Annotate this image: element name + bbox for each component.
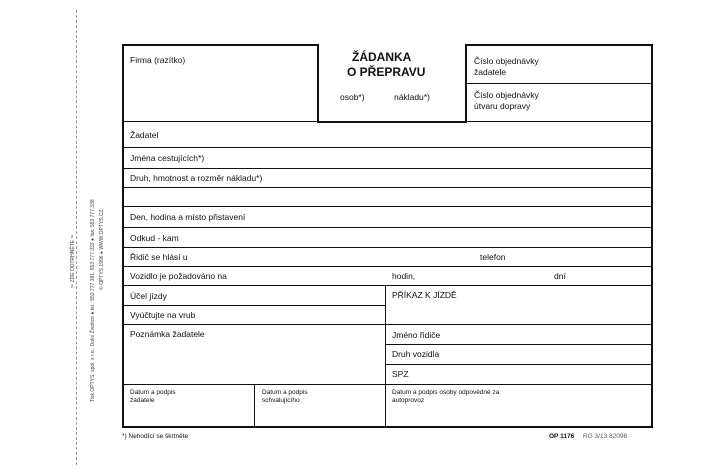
telefon-label: telefon: [480, 252, 506, 262]
nakladu-option: nákladu*): [394, 92, 430, 102]
druh-vozidla-label: Druh vozidla: [392, 349, 440, 359]
prikaz-heading: PŘÍKAZ K JÍZDĚ: [392, 290, 457, 300]
approver-signature-label: Datum a podpis schvalujícího: [262, 389, 308, 404]
den-label: Den, hodina a místo přistavení: [130, 212, 246, 222]
footnote: *) Nehodící se škrtněte: [122, 433, 189, 440]
copyright-text: © OPTYS 1996 ● WWW.OPTYS.CZ: [99, 209, 105, 290]
cut-mark-text: ✂ ZDE ODTRHNĚTE ✂: [70, 234, 76, 288]
order-number-label: Číslo objednávky žadatele: [474, 56, 539, 77]
osob-option: osob*): [340, 92, 365, 102]
druh-nakladu-label: Druh, hmotnost a rozměr nákladu*): [130, 173, 263, 183]
jmena-label: Jména cestujících*): [130, 153, 205, 163]
jmeno-ridice-label: Jméno řidiče: [392, 330, 441, 340]
form-reference: RG 3/13 82098: [583, 433, 628, 440]
zadatel-label: Žadatel: [130, 130, 159, 140]
transport-order-number-label: Číslo objednávky útvaru dopravy: [474, 90, 539, 111]
form-title-line2: O PŘEPRAVU: [347, 65, 426, 79]
spz-label: SPZ: [392, 369, 409, 379]
form-code: OP 1176: [549, 433, 575, 440]
tear-off-line: [76, 10, 77, 465]
ridic-label: Řidič se hlásí u: [130, 252, 188, 262]
transport-signature-label: Datum a podpis osoby odpovědné za autoprovoz: [392, 389, 500, 404]
hodin-label: hodin,: [392, 271, 416, 281]
applicant-signature-label: Datum a podpis žadatele: [130, 389, 176, 404]
vozidlo-label: Vozidlo je požadováno na: [130, 271, 227, 281]
dni-label: dní: [554, 271, 566, 281]
odkud-label: Odkud - kam: [130, 233, 179, 243]
poznamka-label: Poznámka žadatele: [130, 329, 205, 339]
form-title: ŽÁDANKA: [352, 50, 412, 64]
publisher-text: Tisk OPTYS, spol. s r.o., Dolní Životice ● tel.: 553 777 381, 553 777 333 ● fax: 553 777 338: [90, 199, 96, 402]
ucel-label: Účel jízdy: [130, 291, 167, 301]
firma-label: Firma (razítko): [130, 55, 186, 65]
vyuctujte-label: Vyúčtujte na vrub: [130, 310, 196, 320]
